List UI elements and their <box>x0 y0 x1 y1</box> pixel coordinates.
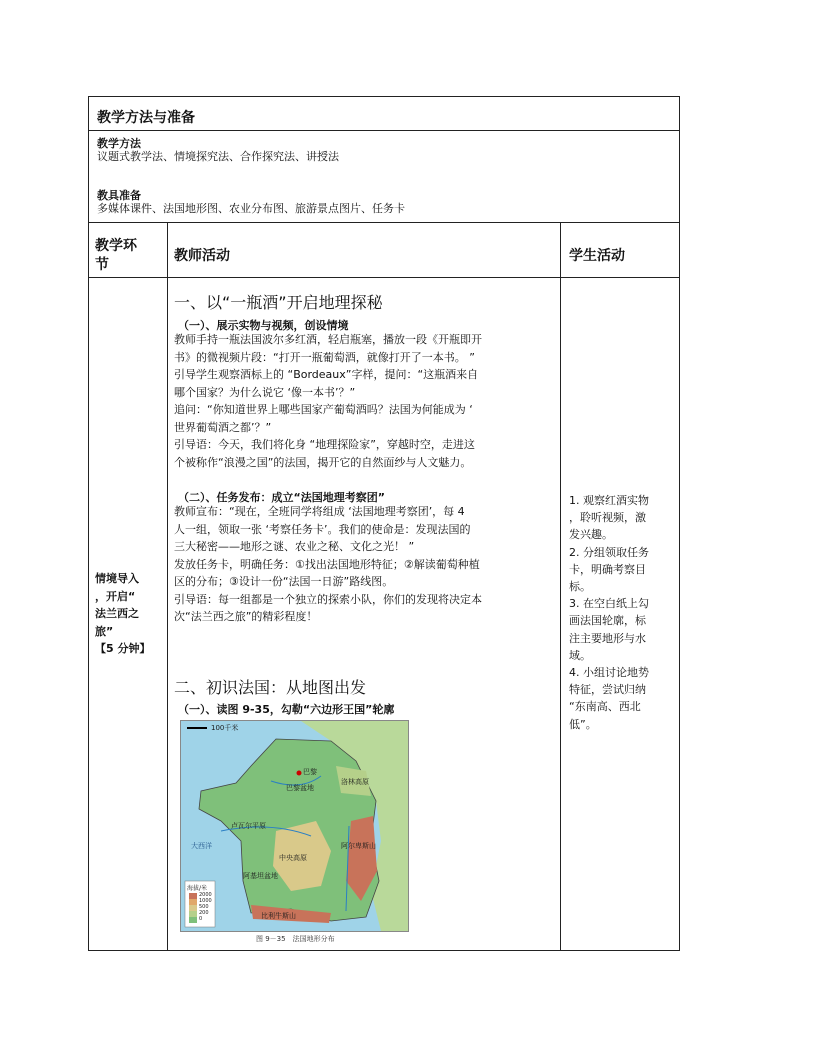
student-line: 2. 分组领取任务 <box>569 545 649 559</box>
map-graphic <box>181 721 408 931</box>
methods-text: 议题式教学法、情境探究法、合作探究法、讲授法 <box>97 150 339 163</box>
methods-heading: 教学方法 <box>97 137 141 150</box>
map-label-plain: 卢瓦尔平原 <box>231 822 266 830</box>
stage-line: ，开启“ <box>95 589 136 603</box>
student-line: 域。 <box>569 648 591 662</box>
map-label-alps: 阿尔卑斯山 <box>341 842 376 850</box>
map-legend-value: 200 <box>199 910 209 916</box>
stage-cell <box>89 278 168 951</box>
stage-line: 情境导入 <box>95 572 139 585</box>
student-line: 低”。 <box>569 717 597 731</box>
text-line: 个被称作“浪漫之国”的法国，揭开它的自然面纱与人文魅力。 <box>174 455 472 469</box>
map-legend-title: 海拔/米 <box>187 885 208 892</box>
header-stage-line2: 节 <box>95 257 109 273</box>
stage-time: 【5 分钟】 <box>95 642 151 655</box>
student-line: 标。 <box>569 580 591 594</box>
map-label-basin: 巴黎盆地 <box>286 784 314 792</box>
text-line: 追问：“你知道世界上哪些国家产葡萄酒吗？法国为何能成为 ‘ <box>174 403 473 416</box>
stage-text <box>95 570 150 658</box>
text-line: 书》的微视频片段：“打开一瓶葡萄酒，就像打开了一本书。 ” <box>174 350 475 364</box>
map-label-pyrenees: 比利牛斯山 <box>261 912 296 920</box>
student-activities <box>569 492 649 733</box>
student-line: 1. 观察红酒实物 <box>569 494 649 507</box>
text-line: 引导语：今天，我们将化身 “地理探险家”，穿越时空，走进这 <box>174 438 475 451</box>
header-stage-line1: 教学环 <box>95 238 137 254</box>
part1-paragraph2 <box>174 503 482 626</box>
map-label-lorraine: 洛林高原 <box>341 778 369 786</box>
text-line: 人一组，领取一张 ‘考察任务卡’。我们的使命是：发现法国的 <box>174 522 471 536</box>
teacher-cell <box>168 278 561 951</box>
header-student-label: 学生活动 <box>569 248 625 264</box>
part1-title: 一、以“一瓶酒”开启地理探秘 <box>174 293 383 312</box>
text-line: 哪个国家？为什么说它 ‘像一本书’？” <box>174 385 356 399</box>
part1-sub2: （二）、任务发布：成立“法国地理考察团” <box>178 491 385 504</box>
lesson-plan-table <box>88 96 680 951</box>
tools-heading: 教具准备 <box>97 189 141 202</box>
student-line: ，聆听视频，激 <box>569 511 646 525</box>
tools-text: 多媒体课件、法国地形图、农业分布图、旅游景点图片、任务卡 <box>97 202 405 215</box>
header-student <box>561 223 679 277</box>
part2-title: 二、初识法国：从地图出发 <box>174 678 367 697</box>
figure-caption: 图 9－35 法国地形分布 <box>256 935 335 943</box>
table-header-row <box>89 223 679 278</box>
part1-paragraph1 <box>174 331 482 471</box>
france-terrain-map <box>180 720 409 932</box>
map-legend-value: 500 <box>199 904 209 910</box>
student-line: 3. 在空白纸上勾 <box>569 597 649 611</box>
student-cell <box>561 278 679 951</box>
student-line: 卡，明确考察目 <box>569 562 646 576</box>
map-legend-value: 0 <box>199 916 203 922</box>
text-line: 世界葡萄酒之都’？” <box>174 420 272 434</box>
map-label-aquitaine: 阿基坦盆地 <box>243 872 278 880</box>
text-line: 引导语：每一组都是一个独立的探索小队，你们的发现将决定本 <box>174 592 482 606</box>
stage-line: 旅” <box>95 624 114 638</box>
student-line: 注主要地形与水 <box>569 631 646 645</box>
map-scale-label: 100千米 <box>211 724 239 732</box>
header-teacher-label: 教师活动 <box>174 248 230 264</box>
student-line: 画法国轮廓，标 <box>569 614 646 628</box>
student-line: 4. 小组讨论地势 <box>569 666 649 680</box>
text-line: 教师手持一瓶法国波尔多红酒，轻启瓶塞，播放一段《开瓶即开 <box>174 333 482 346</box>
part1-sub1: （一）、展示实物与视频，创设情境 <box>178 319 349 332</box>
text-line: 引导学生观察酒标上的 “Bordeaux”字样，提问：“这瓶酒来自 <box>174 368 479 381</box>
part2-sub1: （一）、读图 9-35，勾勒“六边形王国”轮廓 <box>178 703 395 716</box>
map-legend-value: 2000 <box>199 892 212 898</box>
header-stage <box>89 223 168 277</box>
map-label-paris: 巴黎 <box>303 768 317 776</box>
student-line: “东南高、西北 <box>569 700 641 714</box>
map-label-sea: 大西洋 <box>191 842 212 850</box>
text-line: 区的分布；③设计一份“法国一日游”路线图。 <box>174 575 394 588</box>
text-line: 三大秘密——地形之谜、农业之秘、文化之光！ ” <box>174 540 415 553</box>
text-line: 发放任务卡，明确任务：①找出法国地形特征；②解读葡萄种植 <box>174 557 480 571</box>
header-teacher <box>168 223 561 277</box>
student-line: 发兴趣。 <box>569 528 613 542</box>
text-line: 次“法兰西之旅”的精彩程度！ <box>174 610 318 623</box>
map-legend-value: 1000 <box>199 898 212 904</box>
map-label-central: 中央高原 <box>279 854 307 862</box>
content-row <box>89 278 679 951</box>
section-title: 教学方法与准备 <box>97 110 195 126</box>
stage-line: 法兰西之 <box>95 607 139 620</box>
text-line: 教师宣布：“现在，全班同学将组成 ‘法国地理考察团’，每 4 <box>174 505 465 518</box>
student-line: 特征，尝试归纳 <box>569 683 646 697</box>
methods-row <box>89 131 679 223</box>
section-title-row <box>89 97 679 131</box>
